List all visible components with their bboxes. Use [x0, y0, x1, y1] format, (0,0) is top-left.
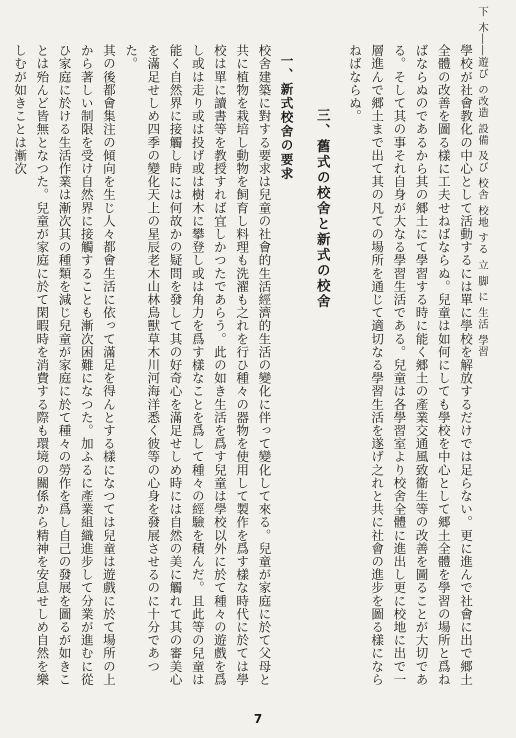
sub-heading: 一、新式校舍の要求	[278, 54, 294, 181]
page-number: 7	[253, 712, 263, 726]
running-head: 下 木――遊び の改造 設備 及び 校舎 校地 する 立 脚 に 生活 學習	[477, 6, 489, 358]
section-heading: 三、舊式の校舍と新式の校舍	[313, 108, 330, 310]
paragraph: 校舍建築に對する要求は兒童の社會的生活經濟的生活の變化に伴って變化して來る。兒童が家庭に於て父母と共に植物を栽培し動物を飼育し料理も洗濯も之れを行ひ種々の器物を使用して製作を爲す樣な時代に於ては學校は單に讀書等を教授すれば宜しかつたであらう。此の如き生活を爲す兒童は學校以外に於て種々の遊戲を爲し或は走り或は投げ或は樹木に攀登し或は角力を爲す樣なことを爲して種々の經驗を積んだ。且此等の兒童は能く自然界に接觸し時には何故かの疑問を發して其の好奇心を滿足せしめ時には自然の美に觸れて其の審美心を滿足せしめ四季の變化天上の星辰老木山林鳥獸草木川河海洋悉く彼等の心身を發展させるのに十分であつた。	[123, 44, 272, 686]
paragraph: 學校が社會教化の中心として活動するには單に學校を解放するだけでは足らない。更に進んで社會に出で郷土全體の改善を圖る樣に工夫せねばならぬ。兒童は如何にしても學校を中心として郷土全體を學習の場所と爲ねばならぬのであるから其の郷土にて學習する時に能く郷土の產業交通風致衞生等の改善を圖ることが大切である。そして其の事それ自身が大なる學習生活である。兒童は各學習室より校舍全體に進出し更に校地に出で一層進んで郷土まで出て其の凡ての場所を通じて適切なる學習生活を遂げ之れと共に社會の進步を圖る樣にならねばならぬ。	[346, 44, 473, 686]
paragraph: 其の後都會集注の傾向を生じ人々都會生活に依って滿足を得んとする樣になつては兒童は遊戲に於て場所の上から著しい制限を受け自然界に接觸することも漸次困難になつた。加ふるに產業組織進步して分業が進むに從ひ家庭に於ける生活作業は漸次其の種類を減じ兒童が家庭に於て種々の勞作を爲し自己の發展を圖るが如きことは殆んど皆無となつた。兒童が家庭に於て閑暇時を消費する際も環境の關係から精神を安息せしめ自然を樂しむが如きことは漸次	[12, 44, 116, 686]
body-text	[12, 44, 476, 694]
